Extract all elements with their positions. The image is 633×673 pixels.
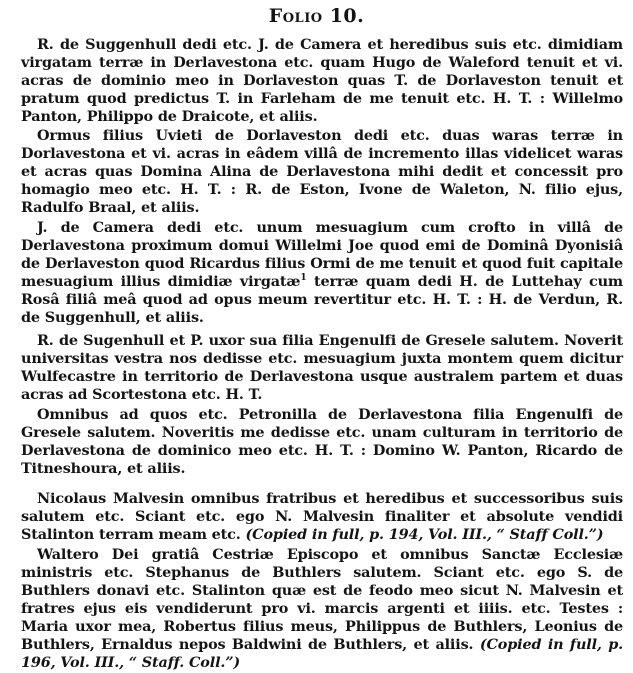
charter-entry-sugenhull-engenulfi: R. de Sugenhull et P. uxor sua filia Engenulfi de Gresele salutem. Noverit universitas vestra nos dedisse etc. mesuagium juxta montem quem dicitur Wulfecastre in territorio de Derlavestona usque australem partem et duas acras ad Scortestona etc. H. T. bbox=[21, 332, 623, 403]
footnote-marker: 1 bbox=[300, 273, 307, 284]
entry-text: Waltero Dei gratiâ Cestriæ Episcopo et omnibus Sanctæ Ecclesiæ ministris etc. Stephanus de Buthlers salutem. Sciant etc. ego S. de Buthlers donavi etc. Stalinton quæ est de feodo meo sicut N. Malvesin et fratres ejus eis vendiderunt pro vi. marcis argenti et iiiis. etc. Testes : Maria uxor mea, Robertus filius meus, Philippus de Buthlers, Leonius de Buthlers, Ernaldus nepos Baldwini de Buthlers, et aliis. bbox=[21, 546, 623, 653]
entry-text-continued: terræ quam dedi H. de Luttehay cum Rosâ filiâ meâ quod ad opus meum revertitur etc. H. T. : H. de Verdun, R. de Suggenhull, et aliis. bbox=[21, 273, 623, 326]
citation-note: (Copied in full, p. 194, Vol. III., “ Staff Coll.”) bbox=[245, 526, 604, 543]
entry-text: Nicolaus Malvesin omnibus fratribus et heredibus et successoribus suis salutem etc. Sciant etc. ego N. Malvesin finaliter et absolute vendidi Stalinton terram meam etc. bbox=[21, 490, 623, 543]
charter-entry-petronilla: Omnibus ad quos etc. Petronilla de Derlavestona filia Engenulfi de Gresele salutem. Noveritis me dedisse etc. unam culturam in territorio de Derlavestona de dominico meo etc. H. T. : Domino W. Panton, Ricardo de Titneshoura, et aliis. bbox=[21, 406, 623, 477]
charter-entry-suggenhull-camera: R. de Suggenhull dedi etc. J. de Camera et heredibus suis etc. dimidiam virgatam terræ in Derlavestona etc. quam Hugo de Waleford tenuit et vi. acras de dominio meo in Dorlaveston quas T. de Dorlaveston tenuit et pratum quod predictus T. in Farleham de me tenuit etc. H. T. : Willelmo Panton, Philippo de Draicote, et aliis. bbox=[21, 36, 623, 125]
charter-entry-buthlers bbox=[21, 546, 623, 672]
folio-heading: Folio 10. bbox=[268, 5, 365, 27]
charter-entry-ormus: Ormus filius Uvieti de Dorlaveston dedi etc. duas waras terræ in Dorlavestona et vi. acras in eâdem villâ de incremento illas videlicet waras et acras quas Domina Alina de Derlavestona mihi dedit et concessit pro homagio meo etc. H. T. : R. de Eston, Ivone de Waleton, N. filio ejus, Radulfo Braal, et aliis. bbox=[21, 127, 623, 216]
charter-entry-camera-mesuagium bbox=[21, 219, 623, 327]
citation-note: (Copied in full, p. 196, Vol. III., “ Staff. Coll.”) bbox=[21, 636, 624, 671]
entry-text: J. de Camera dedi etc. unum mesuagium cum crofto in villâ de Derlavestona proximum domui Willelmi Joe quod emi de Dominâ Dyonisiâ de Derlaveston quod Ricardus filius Ormi de me tenuit et quod fuit capitale mesuagium illius dimidiæ virgatæ bbox=[21, 219, 623, 290]
charter-entry-malvesin bbox=[21, 490, 623, 544]
